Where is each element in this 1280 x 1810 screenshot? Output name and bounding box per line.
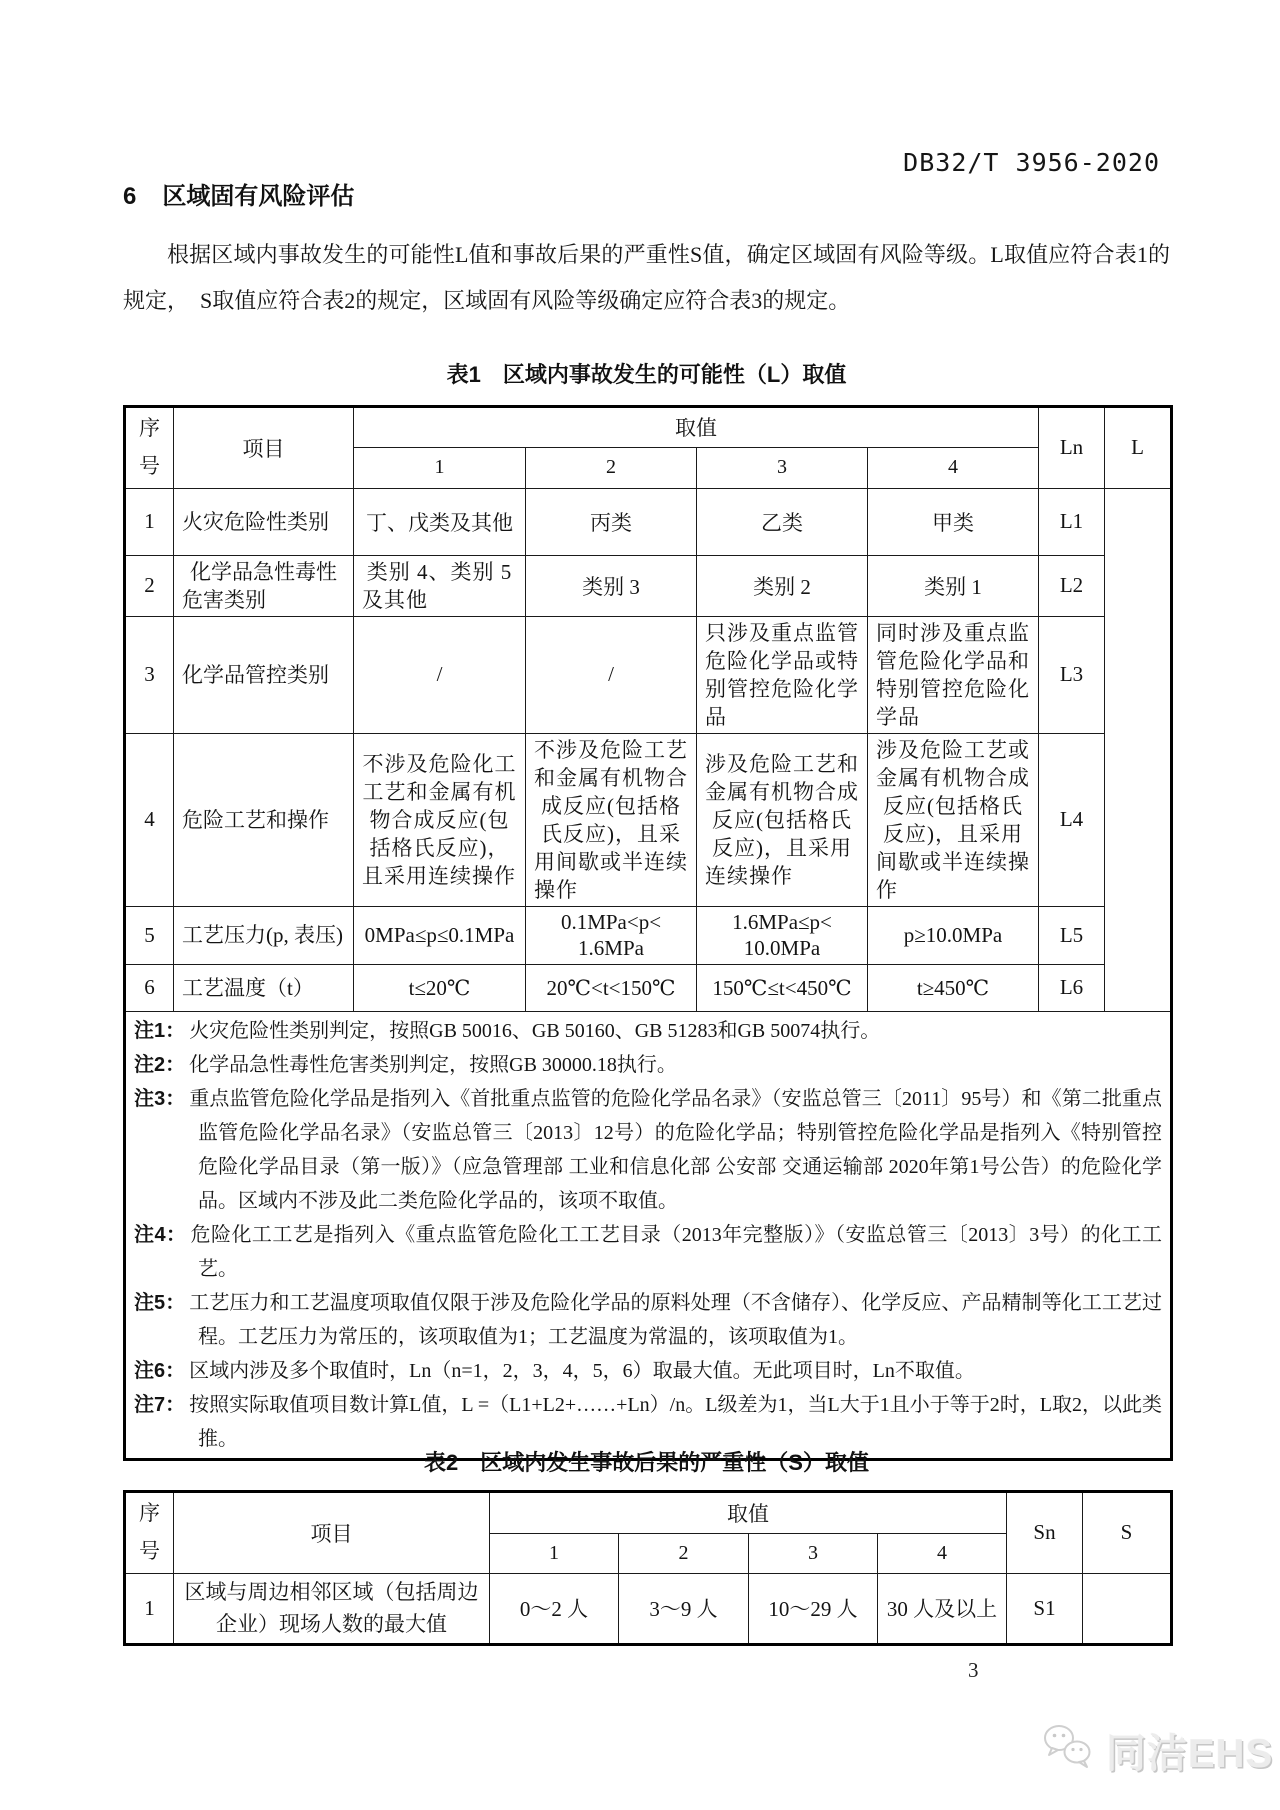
note-7-label: 注7： xyxy=(134,1393,186,1416)
t1-r6-seq: 6 xyxy=(125,964,174,1011)
t1-r6-item: 工艺温度（t） xyxy=(174,964,354,1011)
t1-r6-v2: 20℃<t<150℃ xyxy=(526,964,697,1011)
t1-notes-cell xyxy=(125,1011,1172,1459)
t1-r2-v1: 类别 4、类别 5 及其他 xyxy=(354,555,526,616)
t1-l-cell-empty xyxy=(1105,488,1172,1011)
t1-r2-ln: L2 xyxy=(1039,555,1105,616)
note-1-text: 火灾危险性类别判定，按照GB 50016、GB 50160、GB 51283和GB 50074执行。 xyxy=(189,1019,881,1042)
t1-r2-item: 化学品急性毒性危害类别 xyxy=(174,555,354,616)
note-6 xyxy=(134,1354,1162,1388)
t1-subheader-4: 4 xyxy=(868,447,1039,488)
t1-r6-v1: t≤20℃ xyxy=(354,964,526,1011)
table-notes-row xyxy=(125,1011,1172,1459)
t1-r3-seq: 3 xyxy=(125,616,174,733)
t2-r1-v1: 0～2 人 xyxy=(490,1573,619,1644)
t2-header-seq: 序号 xyxy=(125,1492,174,1574)
table2-caption: 表2 区域内发生事故后果的严重性（S）取值 xyxy=(424,1450,869,1475)
note-3-text: 重点监管危险化学品是指列入《首批重点监管的危险化学品名录》（安监总管三〔2011〕95号）和《第二批重点监管危险化学品名录》（安监总管三〔2013〕12号）的危险化学品；特别管控危险化学品是指列入《特别管控危险化学品目录（第一版）》（应急管理部 工业和信息化部 公安部 交通运输部 2020年第1号公告）的危险化学品。区域内不涉及此二类危险化学品的，该项不取值。 xyxy=(189,1087,1162,1212)
table-row xyxy=(125,555,1172,616)
t1-r5-v2: 0.1MPa<p< 1.6MPa xyxy=(526,906,697,964)
table-row xyxy=(125,488,1172,555)
table-row xyxy=(125,733,1172,906)
t1-r3-ln: L3 xyxy=(1039,616,1105,733)
t1-r5-item: 工艺压力(p, 表压) xyxy=(174,906,354,964)
t1-r4-item: 危险工艺和操作 xyxy=(174,733,354,906)
t1-r1-v4: 甲类 xyxy=(868,488,1039,555)
t1-r6-ln: L6 xyxy=(1039,964,1105,1011)
t2-r1-v4: 30 人及以上 xyxy=(878,1573,1007,1644)
t2-subheader-3: 3 xyxy=(749,1533,878,1573)
t2-header-item: 项目 xyxy=(174,1492,490,1574)
table1-caption: 表1 区域内事故发生的可能性（L）取值 xyxy=(446,362,847,387)
t1-r3-v3: 只涉及重点监管危险化学品或特别管控危险化学品 xyxy=(697,616,868,733)
t2-s-cell-empty xyxy=(1083,1573,1172,1644)
t1-r5-v4: p≥10.0MPa xyxy=(868,906,1039,964)
t1-r3-v2: / xyxy=(526,616,697,733)
watermark xyxy=(1042,1722,1273,1779)
t1-r2-v3: 类别 2 xyxy=(697,555,868,616)
table2 xyxy=(123,1490,1173,1646)
t1-r6-v3: 150℃≤t<450℃ xyxy=(697,964,868,1011)
note-4 xyxy=(134,1218,1162,1286)
t2-header-value: 取值 xyxy=(490,1492,1007,1534)
note-6-label: 注6： xyxy=(134,1359,186,1382)
t1-r1-item: 火灾危险性类别 xyxy=(174,488,354,555)
note-5 xyxy=(134,1286,1162,1354)
t2-subheader-2: 2 xyxy=(619,1533,749,1573)
t2-r1-seq: 1 xyxy=(125,1573,174,1644)
t1-r5-ln: L5 xyxy=(1039,906,1105,964)
doc-number: DB32/T 3956-2020 xyxy=(903,148,1160,177)
t1-r4-v3: 涉及危险工艺和金属有机物合成反应(包括格氏反应)，且采用连续操作 xyxy=(697,733,868,906)
watermark-text: 同洁EHS xyxy=(1106,1732,1274,1776)
t2-subheader-1: 1 xyxy=(490,1533,619,1573)
note-2-text: 化学品急性毒性危害类别判定，按照GB 30000.18执行。 xyxy=(189,1053,677,1076)
section-title: 区域固有风险评估 xyxy=(162,183,355,210)
note-3 xyxy=(134,1082,1162,1218)
t1-r1-ln: L1 xyxy=(1039,488,1105,555)
t2-r1-sn: S1 xyxy=(1007,1573,1083,1644)
t1-header-l: L xyxy=(1105,407,1172,489)
table1 xyxy=(123,405,1173,1461)
t1-r3-item: 化学品管控类别 xyxy=(174,616,354,733)
t2-r1-v2: 3～9 人 xyxy=(619,1573,749,1644)
note-7-text: 按照实际取值项目数计算L值，L =（L1+L2+……+Ln）/n。L级差为1，当L大于1且小于等于2时，L取2，以此类推。 xyxy=(189,1393,1162,1450)
t1-r2-v4: 类别 1 xyxy=(868,555,1039,616)
note-3-label: 注3： xyxy=(134,1087,186,1110)
intro-paragraph: 根据区域内事故发生的可能性L值和事故后果的严重性S值，确定区域固有风险等级。L取值应符合表1的规定， S取值应符合表2的规定，区域固有风险等级确定应符合表3的规定。 xyxy=(123,242,1170,313)
note-6-text: 区域内涉及多个取值时，Ln（n=1，2，3，4，5，6）取最大值。无此项目时，Ln不取值。 xyxy=(189,1359,975,1382)
wechat-icon xyxy=(1042,1722,1098,1779)
note-1-label: 注1： xyxy=(134,1019,186,1042)
t1-r5-v3: 1.6MPa≤p< 10.0MPa xyxy=(697,906,868,964)
t1-r4-v1: 不涉及危险化工工艺和金属有机物合成反应(包括格氏反应)，且采用连续操作 xyxy=(354,733,526,906)
t1-subheader-1: 1 xyxy=(354,447,526,488)
t1-r2-seq: 2 xyxy=(125,555,174,616)
page-number: 3 xyxy=(968,1658,979,1682)
t1-subheader-3: 3 xyxy=(697,447,868,488)
t1-r1-v1: 丁、戊类及其他 xyxy=(354,488,526,555)
note-4-text: 危险化工工艺是指列入《重点监管危险化工工艺目录（2013年完整版）》（安监总管三〔2013〕3号）的化工工艺。 xyxy=(190,1223,1163,1280)
note-5-label: 注5： xyxy=(134,1291,186,1314)
t1-r1-v2: 丙类 xyxy=(526,488,697,555)
note-4-label: 注4： xyxy=(134,1223,187,1246)
t1-header-item: 项目 xyxy=(174,407,354,489)
t2-r1-item: 区域与周边相邻区域（包括周边企业）现场人数的最大值 xyxy=(174,1573,490,1644)
t1-subheader-2: 2 xyxy=(526,447,697,488)
t1-r6-v4: t≥450℃ xyxy=(868,964,1039,1011)
note-5-text: 工艺压力和工艺温度项取值仅限于涉及危险化学品的原料处理（不含储存）、化学反应、产品精制等化工工艺过程。工艺压力为常压的，该项取值为1；工艺温度为常温的，该项取值为1。 xyxy=(189,1291,1163,1348)
t1-r3-v1: / xyxy=(354,616,526,733)
t1-r4-seq: 4 xyxy=(125,733,174,906)
table-row xyxy=(125,964,1172,1011)
t1-r4-v2: 不涉及危险工艺和金属有机物合成反应(包括格氏反应)，且采用间歇或半连续操作 xyxy=(526,733,697,906)
t2-r1-v3: 10～29 人 xyxy=(749,1573,878,1644)
t1-header-ln: Ln xyxy=(1039,407,1105,489)
table-row xyxy=(125,906,1172,964)
note-2 xyxy=(134,1048,1162,1082)
t2-subheader-4: 4 xyxy=(878,1533,1007,1573)
table-row xyxy=(125,616,1172,733)
t2-header-sn: Sn xyxy=(1007,1492,1083,1574)
table-row xyxy=(125,1573,1172,1644)
t1-r3-v4: 同时涉及重点监管危险化学品和特别管控危险化学品 xyxy=(868,616,1039,733)
t1-r4-ln: L4 xyxy=(1039,733,1105,906)
t1-r1-v3: 乙类 xyxy=(697,488,868,555)
t1-r5-v1: 0MPa≤p≤0.1MPa xyxy=(354,906,526,964)
t1-header-value: 取值 xyxy=(354,407,1039,448)
t2-header-s: S xyxy=(1083,1492,1172,1574)
t1-r2-v2: 类别 3 xyxy=(526,555,697,616)
t1-r4-v4: 涉及危险工艺或金属有机物合成反应(包括格氏反应)，且采用间歇或半连续操作 xyxy=(868,733,1039,906)
note-2-label: 注2： xyxy=(134,1053,186,1076)
t1-r1-seq: 1 xyxy=(125,488,174,555)
section-number: 6 xyxy=(123,183,137,210)
t1-r5-seq: 5 xyxy=(125,906,174,964)
section-heading xyxy=(123,176,354,211)
t1-header-seq: 序号 xyxy=(125,407,174,489)
note-1 xyxy=(134,1014,1162,1048)
